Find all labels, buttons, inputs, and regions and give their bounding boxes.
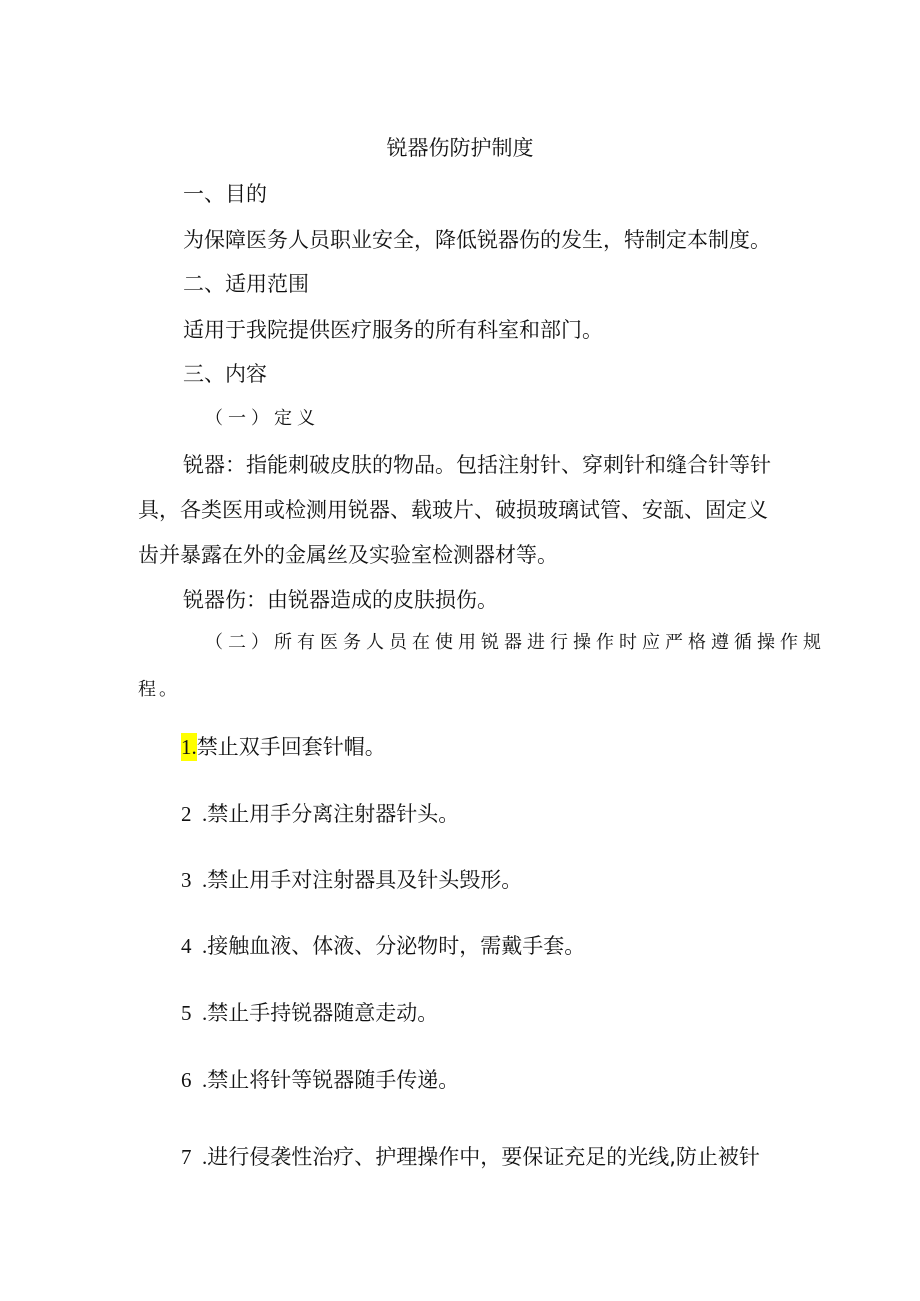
list-item [181, 932, 585, 960]
list-item [181, 866, 522, 894]
subsection-heading-definition: （一）定义 [205, 408, 320, 429]
list-item-number: 7 . [181, 1145, 208, 1169]
list-item-text: 禁止将针等锐器随手传递。 [207, 1068, 460, 1092]
definition-sharps-line2: 具，各类医用或检测用锐器、载玻片、破损玻璃试管、安瓿、固定义 [138, 498, 768, 522]
list-item-number: 2 . [181, 802, 208, 826]
list-item [181, 1143, 760, 1171]
list-item-number: 1. [181, 735, 197, 759]
section-heading-scope: 二、适用范围 [183, 272, 309, 296]
list-item [181, 733, 386, 761]
section-heading-content: 三、内容 [183, 362, 267, 386]
list-item-text: 禁止用手分离注射器针头。 [207, 802, 460, 826]
subsection-rule-line1: （二）所有医务人员在使用锐器进行操作时应严格遵循操作规 [205, 632, 826, 653]
definition-sharps-line1: 锐器：指能刺破皮肤的物品。包括注射针、穿刺针和缝合针等针 [183, 453, 771, 477]
section-heading-purpose: 一、目的 [183, 182, 267, 206]
list-item-number: 5 . [181, 1001, 208, 1025]
list-item-text: 接触血液、体液、分泌物时，需戴手套。 [207, 934, 586, 958]
definition-sharps-injury: 锐器伤：由锐器造成的皮肤损伤。 [183, 588, 498, 612]
list-item [181, 1066, 459, 1094]
list-item [181, 999, 438, 1027]
list-item [181, 800, 459, 828]
section-text-scope: 适用于我院提供医疗服务的所有科室和部门。 [183, 318, 603, 342]
document-title: 锐器伤防护制度 [386, 136, 534, 160]
list-item-text: 进行侵袭性治疗、护理操作中，要保证充足的光线,防止被针 [207, 1145, 760, 1169]
definition-sharps-line3: 齿并暴露在外的金属丝及实验室检测器材等。 [138, 543, 558, 567]
list-item-number: 3 . [181, 868, 208, 892]
section-text-purpose: 为保障医务人员职业安全，降低锐器伤的发生，特制定本制度。 [183, 228, 771, 252]
list-item-text: 禁止手持锐器随意走动。 [207, 1001, 439, 1025]
list-item-number: 4 . [181, 934, 208, 958]
list-item-text: 禁止双手回套针帽。 [196, 735, 386, 759]
list-item-number: 6 . [181, 1068, 208, 1092]
subsection-rule-line2: 程。 [138, 679, 180, 700]
list-item-text: 禁止用手对注射器具及针头毁形。 [207, 868, 523, 892]
